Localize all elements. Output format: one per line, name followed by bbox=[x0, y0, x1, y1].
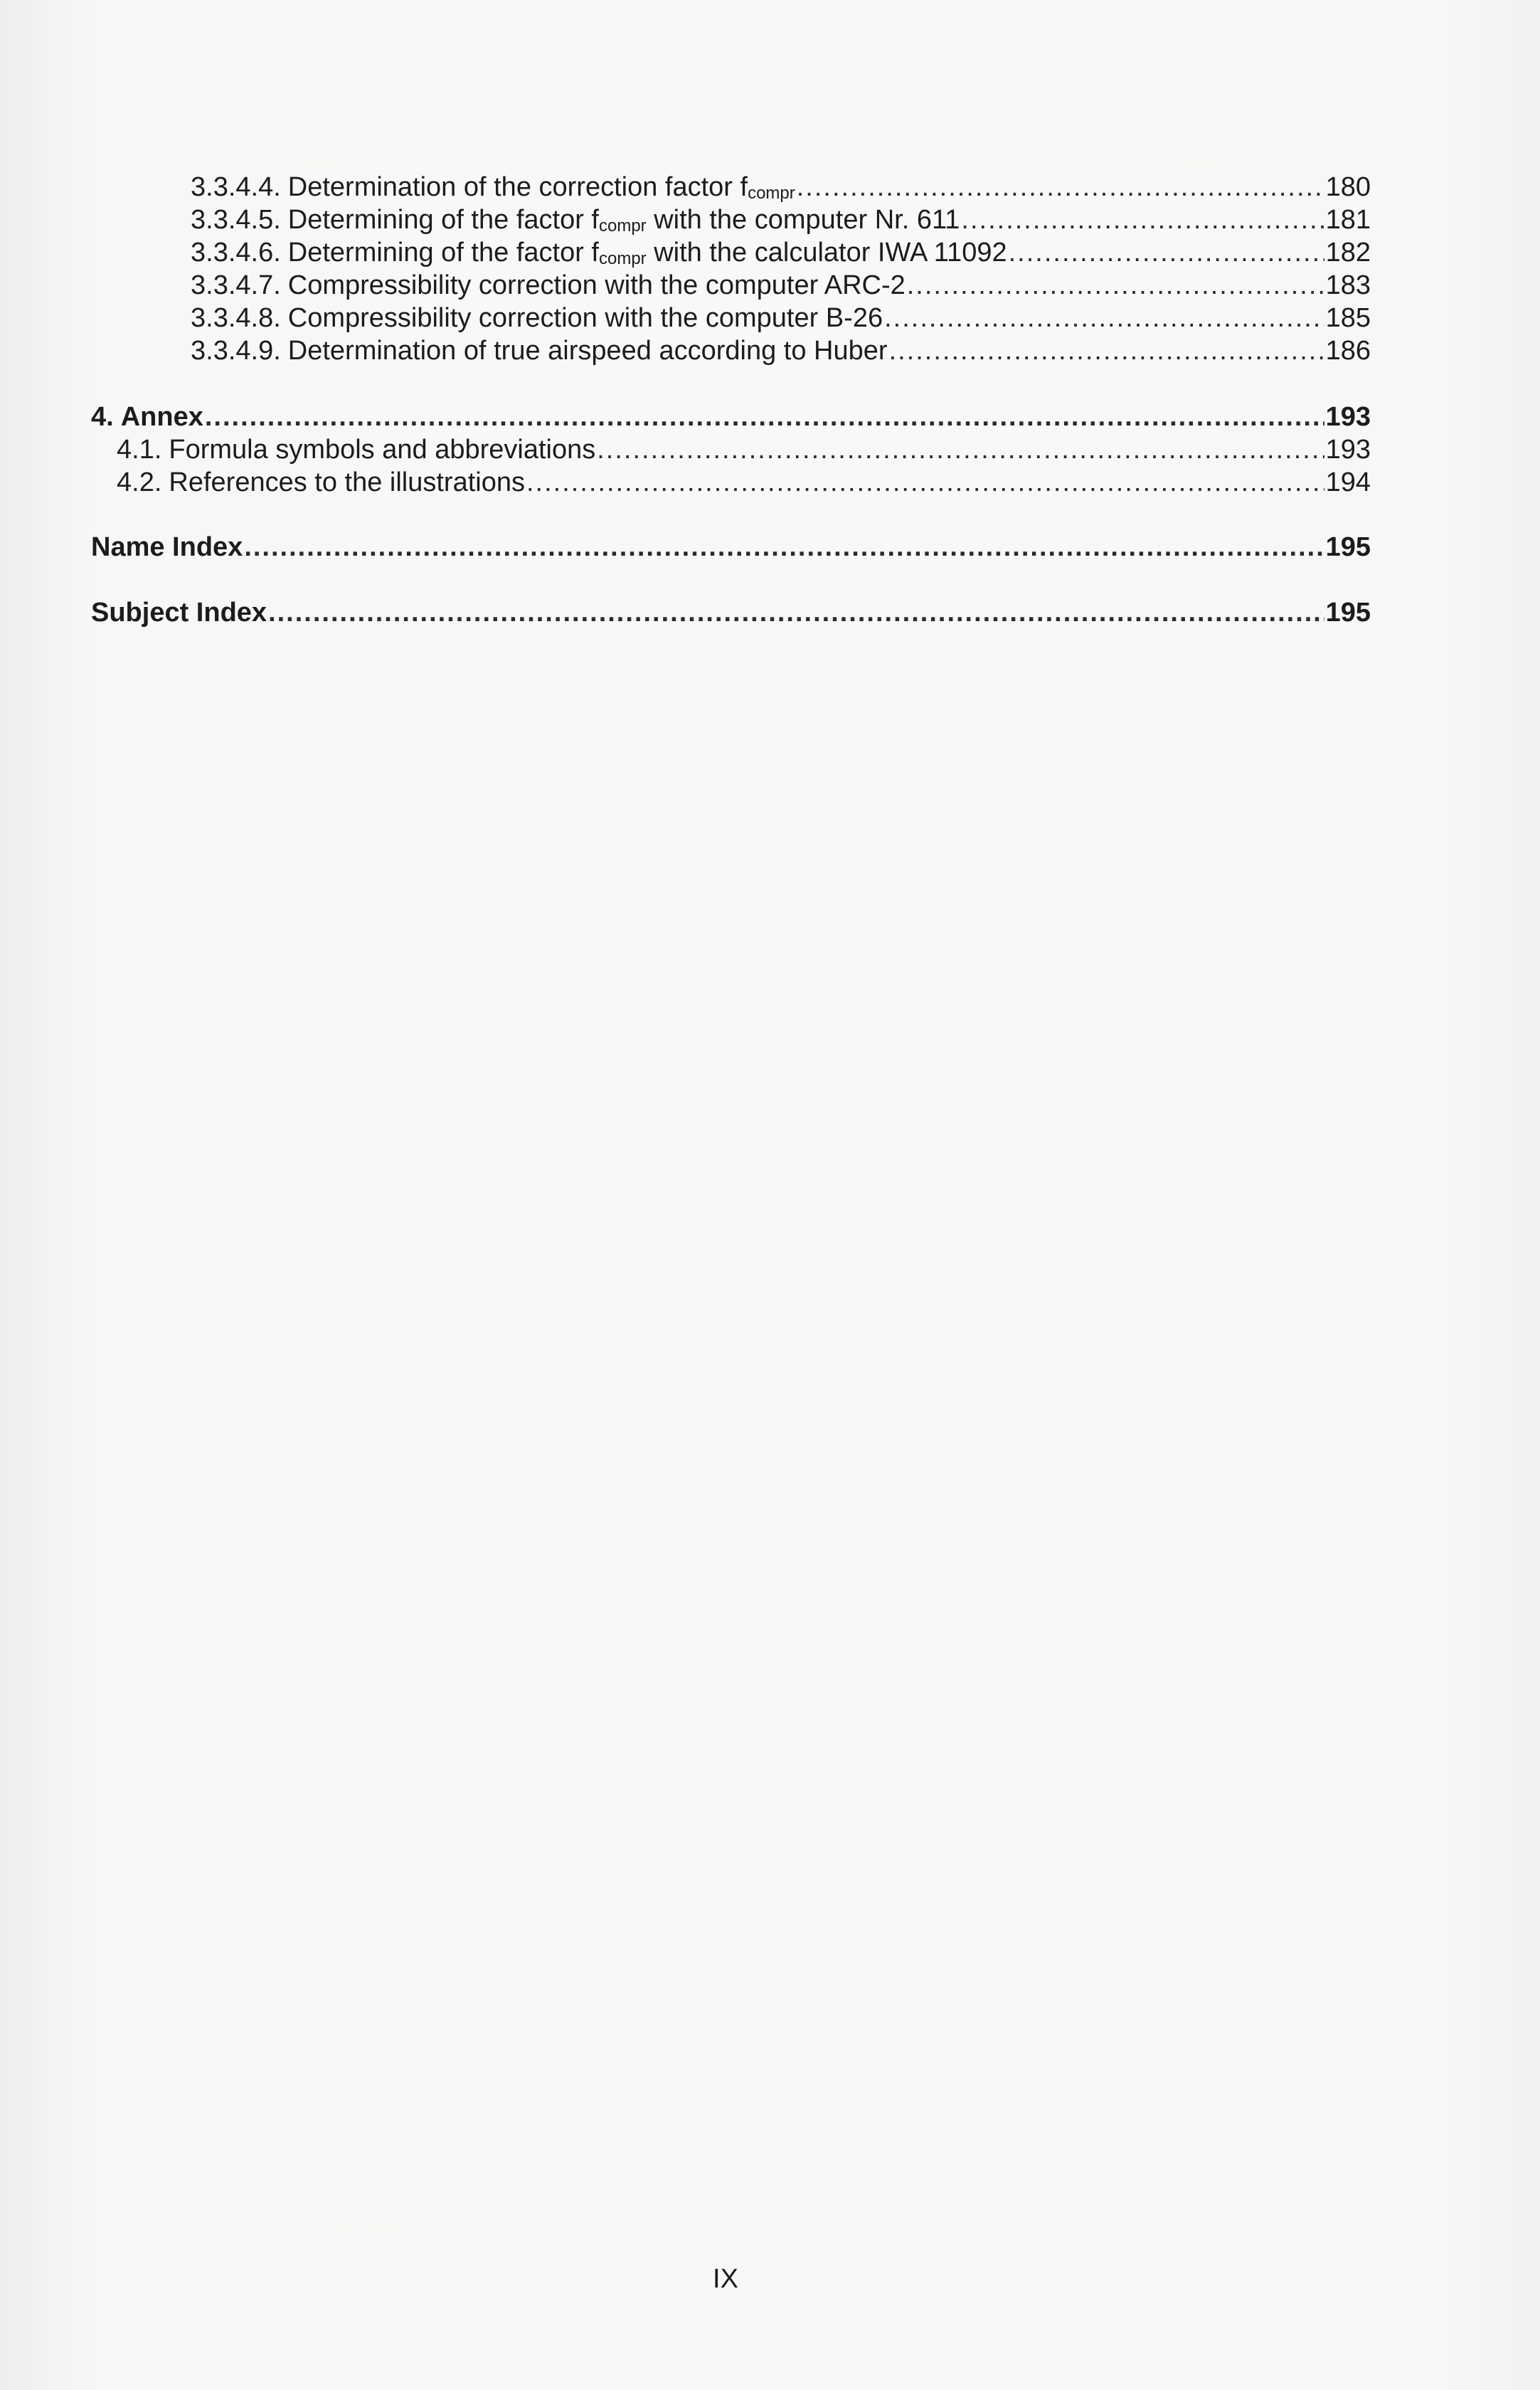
toc-entry-number: 3.3.4.8. bbox=[191, 303, 281, 333]
toc-entry-number: 3.3.4.4. bbox=[191, 172, 281, 202]
toc-entry-title: Determining of the factor fcompr with the computer Nr. 611 bbox=[287, 205, 960, 236]
toc-entry-title: Compressibility correction with the computer B-26 bbox=[287, 303, 883, 333]
toc-entry-page: 195 bbox=[1325, 532, 1371, 562]
subscript: compr bbox=[598, 249, 647, 268]
toc-entry-page: 186 bbox=[1325, 336, 1371, 366]
toc-entry-page: 193 bbox=[1325, 435, 1371, 465]
toc-entry-number: 3.3.4.9. bbox=[191, 336, 281, 366]
toc-entry-title: Determining of the factor fcompr with the calculator IWA 11092 bbox=[287, 238, 1007, 268]
toc-entry-4-2 bbox=[117, 466, 1371, 499]
toc-entry-page: 185 bbox=[1325, 303, 1371, 333]
leader-dots bbox=[1009, 236, 1324, 269]
leader-dots bbox=[205, 401, 1324, 433]
toc-entry-page: 182 bbox=[1325, 238, 1371, 268]
toc-entry-title: References to the illustrations bbox=[169, 467, 525, 497]
toc-entry-annex bbox=[91, 401, 1371, 433]
page-number: IX bbox=[713, 2264, 738, 2294]
toc-entry-title: Determination of true airspeed according to Huber bbox=[287, 336, 888, 366]
leader-dots bbox=[268, 596, 1324, 629]
leader-dots bbox=[526, 466, 1324, 499]
toc-entry-3-3-4-9 bbox=[191, 334, 1371, 367]
toc-entry-4-1 bbox=[117, 433, 1371, 466]
toc-entry-3-3-4-5 bbox=[191, 203, 1371, 236]
toc-entry-3-3-4-6 bbox=[191, 236, 1371, 269]
toc-entry-title: Compressibility correction with the computer ARC-2 bbox=[287, 270, 906, 300]
leader-dots bbox=[884, 302, 1324, 334]
toc-entry-title: Subject Index bbox=[91, 598, 267, 628]
toc-entry-page: 180 bbox=[1325, 172, 1371, 202]
toc-entry-subject-index bbox=[91, 596, 1371, 629]
toc-entry-number: 4.2. bbox=[117, 467, 162, 497]
toc-entry-number: 4. bbox=[91, 402, 114, 432]
toc-entry-3-3-4-4 bbox=[191, 171, 1371, 203]
toc-entry-page: 195 bbox=[1325, 598, 1371, 628]
toc-entry-title: Formula symbols and abbreviations bbox=[169, 435, 596, 465]
leader-dots bbox=[889, 334, 1324, 367]
toc-entry-number: 3.3.4.6. bbox=[191, 238, 281, 268]
toc-entry-name-index bbox=[91, 531, 1371, 564]
toc-entry-title: Determination of the correction factor fcompr bbox=[287, 172, 795, 203]
toc-entry-title: Annex bbox=[120, 402, 203, 432]
leader-dots bbox=[797, 171, 1324, 203]
toc-entry-title: Name Index bbox=[91, 532, 243, 562]
toc-entry-number: 4.1. bbox=[117, 435, 162, 465]
leader-dots bbox=[597, 433, 1324, 466]
toc-entry-page: 181 bbox=[1325, 205, 1371, 235]
toc-entry-number: 3.3.4.5. bbox=[191, 205, 281, 235]
toc-entry-number: 3.3.4.7. bbox=[191, 270, 281, 300]
toc-entry-page: 193 bbox=[1325, 402, 1371, 432]
toc-entry-page: 183 bbox=[1325, 270, 1371, 300]
subscript: compr bbox=[598, 216, 647, 236]
subscript: compr bbox=[748, 184, 795, 203]
toc-entry-3-3-4-8 bbox=[191, 302, 1371, 334]
toc-entry-3-3-4-7 bbox=[191, 269, 1371, 302]
toc-entry-page: 194 bbox=[1325, 467, 1371, 497]
leader-dots bbox=[961, 203, 1324, 236]
leader-dots bbox=[244, 531, 1324, 564]
leader-dots bbox=[907, 269, 1324, 302]
